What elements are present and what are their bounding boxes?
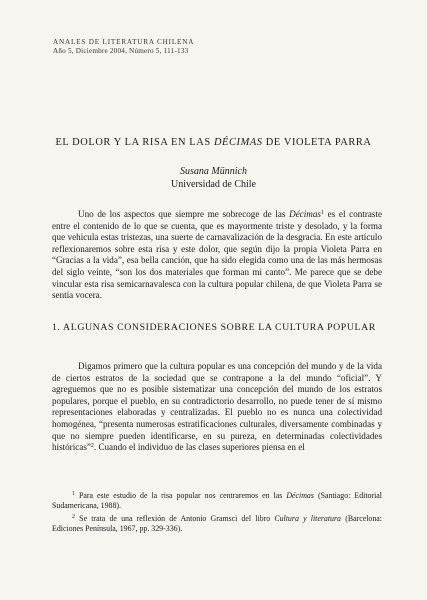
footnote-2-italic: Cultura y literatura (274, 514, 342, 523)
footnote-ref-1[interactable]: 1 (320, 210, 324, 216)
footnote-1-tail: (Santiago: Editorial Sudamericana, 1988). (52, 491, 382, 511)
title-suffix: DE VIOLETA PARRA (262, 137, 372, 148)
footnote-1-mark: 1 (72, 491, 75, 497)
footnote-2 (52, 514, 382, 534)
p1-italic: Décimas (289, 209, 321, 219)
issue-info: Año 5, Diciembre 2004, Número 5, 111-133 (53, 47, 189, 55)
journal-name: ANALES DE LITERATURA CHILENA (53, 38, 195, 46)
p1-text-rest: es el contraste entre el contenido de lo que se cuenta, que es mayormente triste y desolado, y la forma que vehicula estas tristezas, una suerte de carnavalización de la desgracia. En este artículo reflexionaremos sobre esta risa y este dolor, que según dijo la propia Violeta Parra en “Gracias a la vida”, esa bella canción, que ha sido elegida como una de las más hermosas del siglo veinte, “son los dos materiales que forman mi canto”. Me parece que se debe vincular esta risa semicarnavalesca con la cultura popular chilena, de que Violeta Parra se sentía vocera. (52, 209, 382, 301)
paragraph-popular-culture (52, 361, 382, 454)
paragraph-intro (52, 209, 382, 302)
p1-text-start: Uno de los aspectos que siempre me sobrecoge de las (78, 209, 290, 219)
author-name: Susana Münnich (180, 166, 247, 177)
running-header (53, 38, 194, 56)
footnote-2-mark: 2 (72, 514, 75, 520)
section-heading: 1. ALGUNAS CONSIDERACIONES SOBRE LA CULTURA POPULAR (52, 322, 376, 333)
p2-tail: . Cuando el individuo de las clases superiores piensa en el (93, 442, 305, 453)
footnote-ref-2[interactable]: 2 (90, 443, 94, 450)
footnote-1-text: Para este estudio de la risa popular nos centraremos en las (75, 491, 287, 500)
footnote-1 (52, 491, 382, 511)
article-title (0, 137, 427, 148)
author-affiliation: Universidad de Chile (171, 179, 256, 190)
title-prefix: EL DOLOR Y LA RISA EN LAS (55, 137, 214, 148)
footnote-1-italic: Décimas (286, 491, 314, 500)
title-italic: DÉCIMAS (213, 137, 263, 148)
footnote-2-text: Se trata de una reflexión de Antonio Gramsci del libro (75, 514, 275, 523)
p2-text: Digamos primero que la cultura popular es una concepción del mundo y de la vida de ciertos estratos de la sociedad que se contrapone a la del mundo “oficial”. Y agreguemos que no es posible sistematizar una concepción del mundo de los estratos populares, porque el pueblo, en su contradictorio desarrollo, no puede tener de sí mismo representaciones elaboradas y centralizadas. El pueblo no es nunca una colectividad homogénea, “presenta numerosas estratificaciones culturales, diversamente combinadas y que no siempre pueden identificarse, en su pureza, en determinadas colectividades históricas” (52, 361, 382, 453)
author-block (0, 165, 427, 191)
footnote-2-tail: (Barcelona: Ediciones Península, 1967, pp. 329-336). (52, 514, 382, 534)
